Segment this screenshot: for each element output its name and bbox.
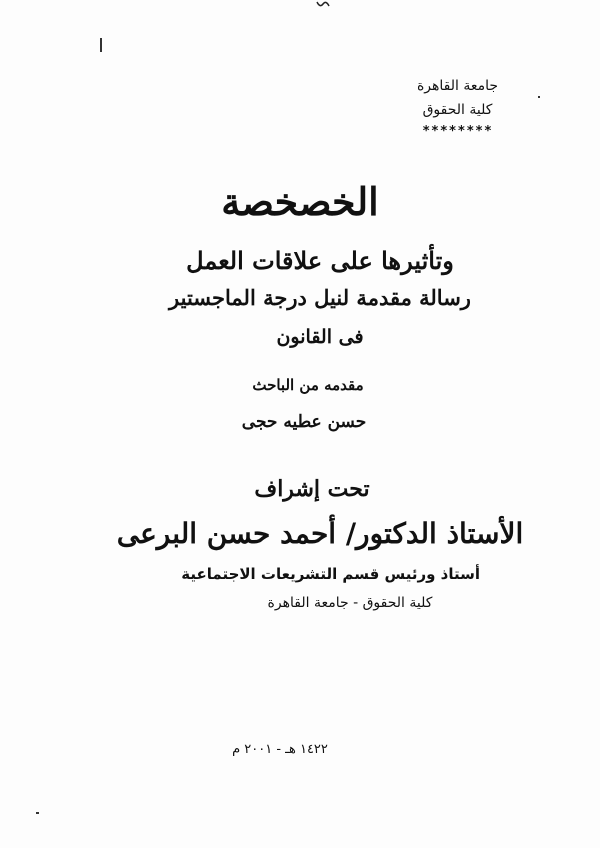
thesis-field: فى القانون <box>276 326 364 348</box>
supervisor-role: أستاذ ورئيس قسم التشريعات الاجتماعية <box>181 565 480 583</box>
presented-by-label: مقدمه من الباحث <box>252 376 364 394</box>
thesis-title: الخصخصة <box>221 179 379 224</box>
author-name: حسن عطيه حجى <box>241 412 367 432</box>
supervision-label: تحت إشراف <box>254 476 370 502</box>
institution-header <box>400 74 515 142</box>
scan-speck <box>36 812 39 814</box>
supervisor-name: الأستاذ الدكتور/ أحمد حسن البرعى <box>116 517 524 550</box>
thesis-date: ١٤٢٢ هـ - ٢٠٠١ م <box>232 742 328 757</box>
faculty-name: كلية الحقوق <box>422 102 493 118</box>
separator-stars: ******** <box>422 124 493 139</box>
thesis-subtitle: وتأثيرها على علاقات العمل <box>186 246 454 275</box>
supervisor-affiliation: كلية الحقوق - جامعة القاهرة <box>267 595 433 611</box>
scan-speck <box>100 38 102 52</box>
scan-speck <box>538 96 540 98</box>
thesis-type: رسالة مقدمة لنيل درجة الماجستير <box>169 285 471 310</box>
university-name: جامعة القاهرة <box>416 78 499 94</box>
scan-mark <box>316 0 330 10</box>
